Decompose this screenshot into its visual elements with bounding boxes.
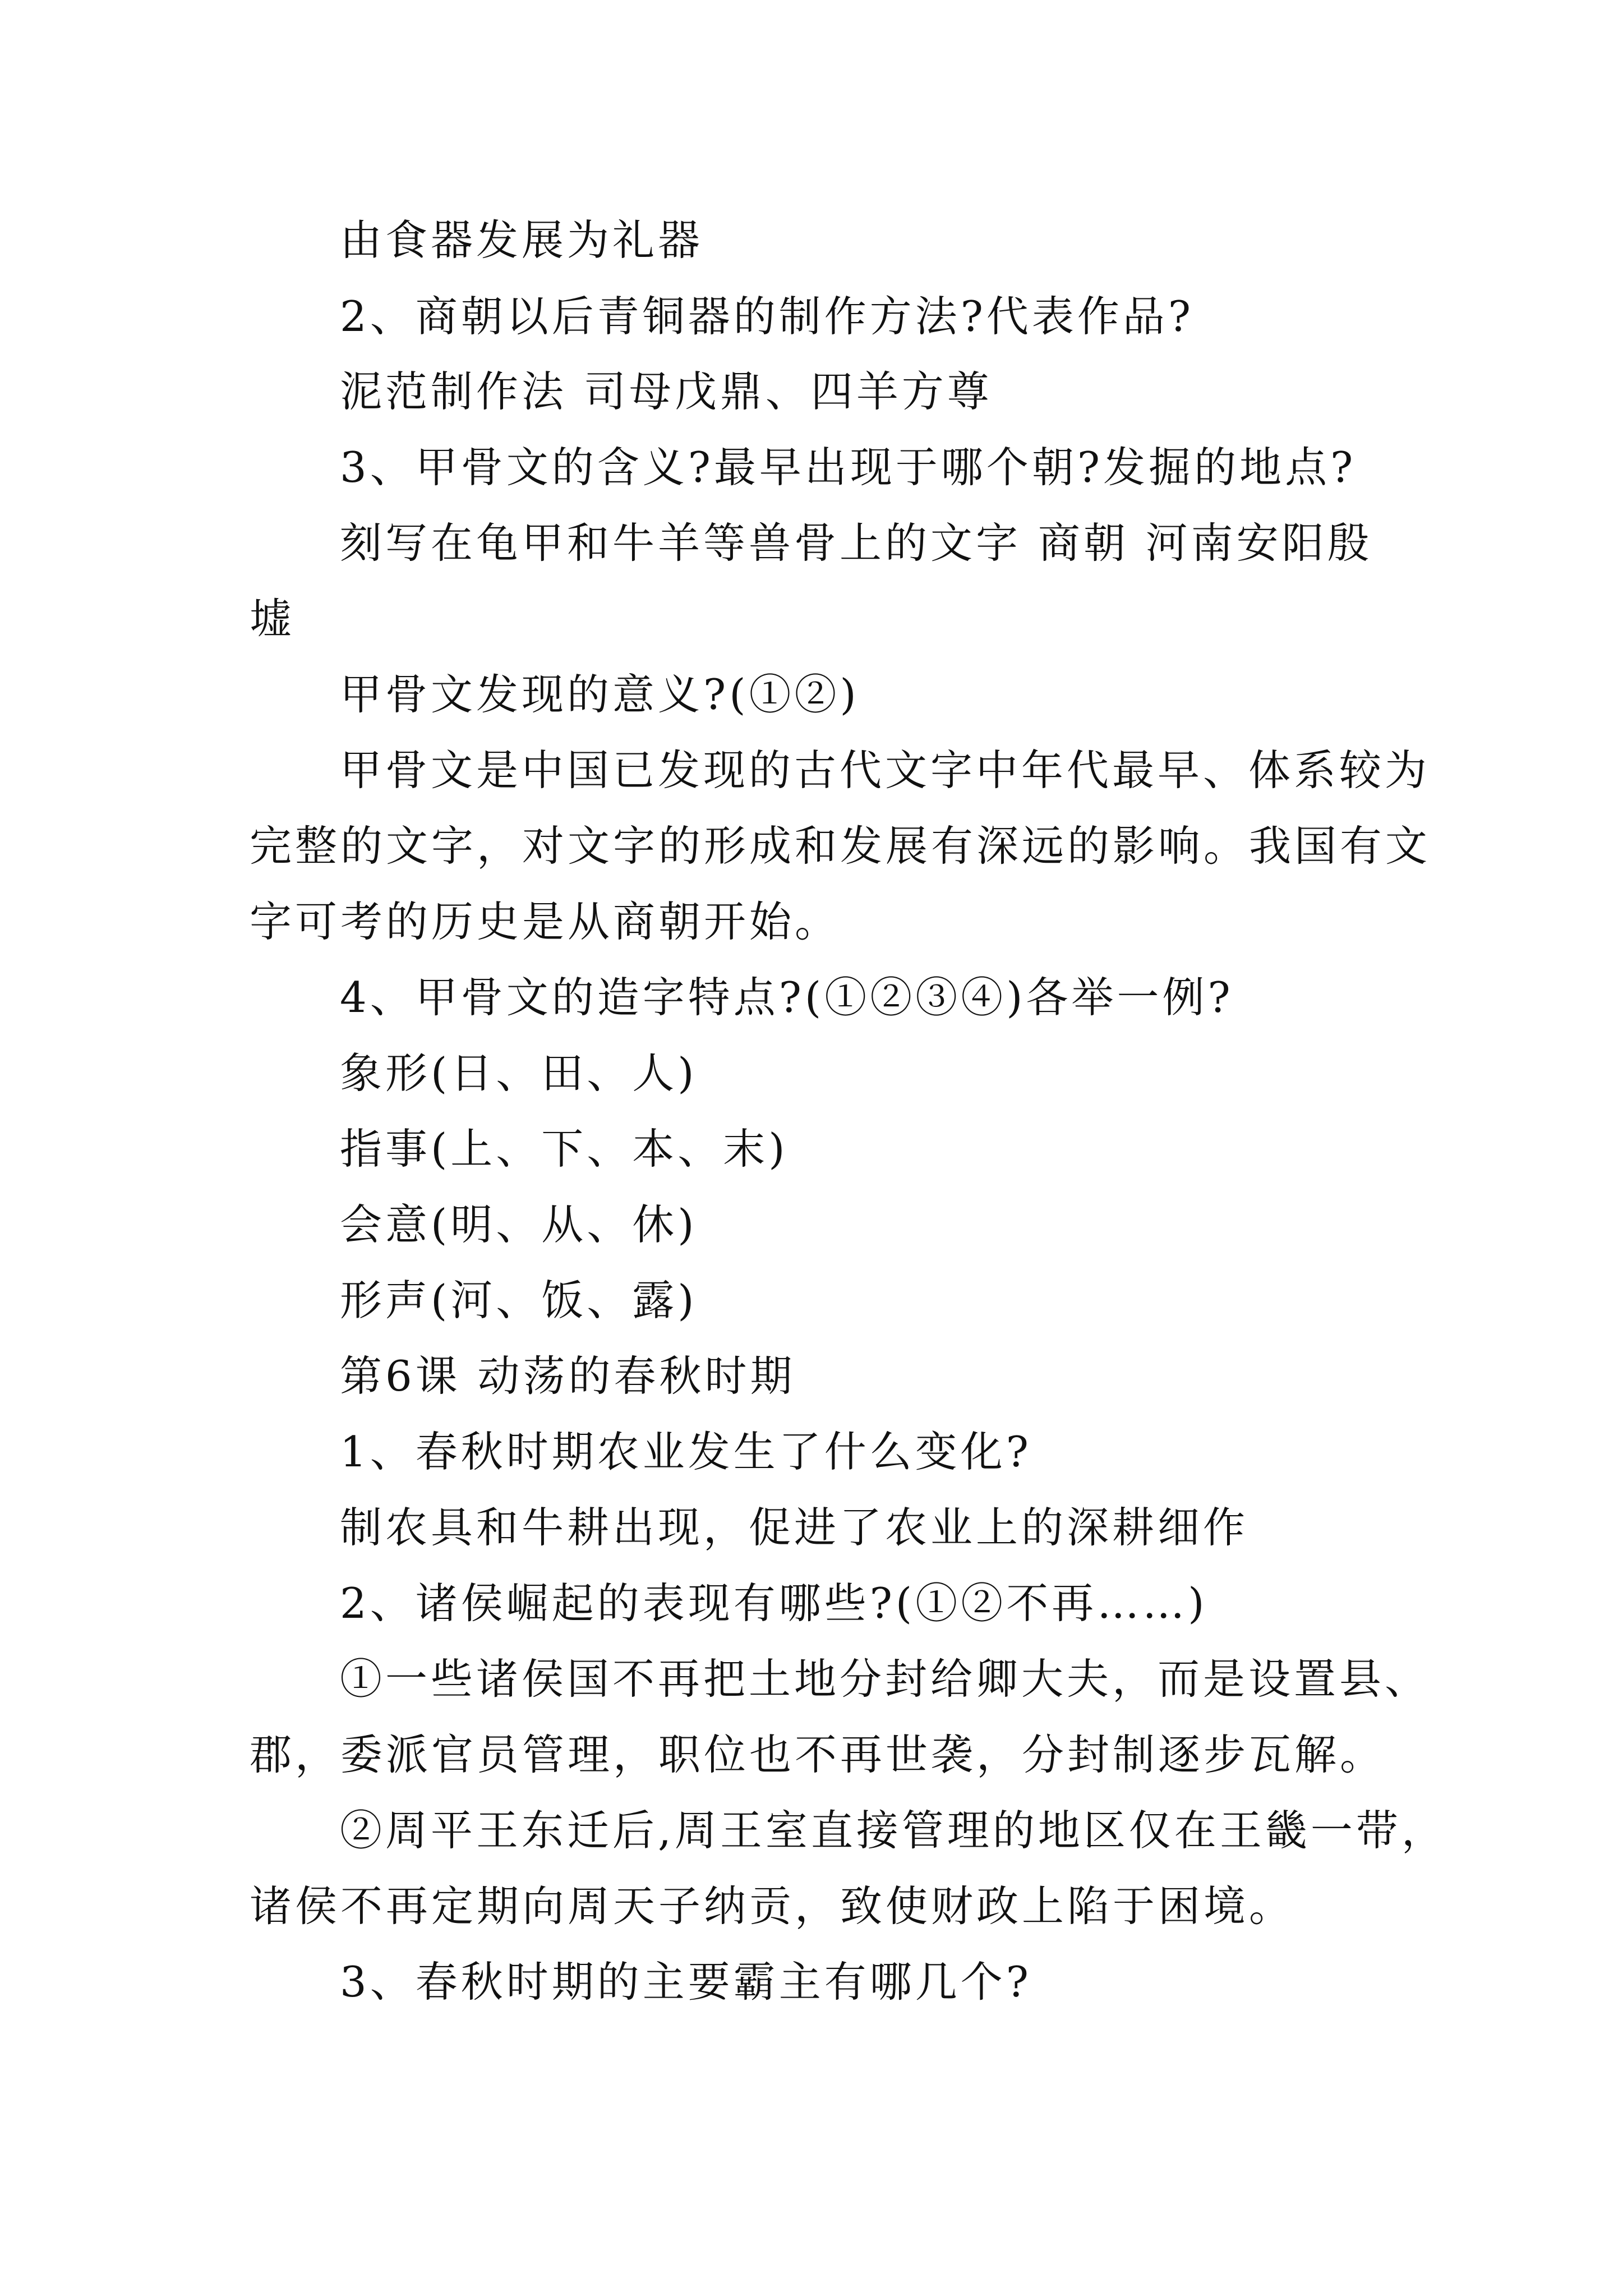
paragraph-line: ①一些诸侯国不再把土地分封给卿大夫，而是设置县、 [340,1654,1431,1704]
paragraph-line: 甲骨文是中国已发现的古代文字中年代最早、体系较为 [340,746,1431,795]
text-line: 由食器发展为礼器 [340,215,704,265]
paragraph-line-continued: 郡，委派官员管理，职位也不再世袭，分封制逐步瓦解。 [250,1730,1386,1779]
question-line: 2、商朝以后青铜器的制作方法?代表作品? [340,292,1195,341]
question-line: 4、甲骨文的造字特点?(①②③④)各举一例? [340,973,1234,1022]
question-line: 3、春秋时期的主要霸主有哪几个? [340,1957,1032,2007]
paragraph-line-continued: 诸侯不再定期向周天子纳贡，致使财政上陷于困境。 [250,1881,1295,1931]
paragraph-line-continued: 字可考的历史是从商朝开始。 [250,897,841,946]
paragraph-line: ②周平王东迁后,周王室直接管理的地区仅在王畿一带， [340,1806,1447,1855]
paragraph-line-continued: 完整的文字，对文字的形成和发展有深远的影响。我国有文 [250,821,1431,871]
list-item: 指事(上、下、本、末) [340,1124,789,1174]
answer-line: 刻写在龟甲和牛羊等兽骨上的文字 商朝 河南安阳殷 [340,518,1373,568]
question-line: 3、甲骨文的含义?最早出现于哪个朝?发掘的地点? [340,443,1357,492]
question-line: 2、诸侯崛起的表现有哪些?(①②不再……) [340,1579,1208,1628]
lesson-heading: 第6课 动荡的春秋时期 [340,1351,796,1401]
question-line: 甲骨文发现的意义?(①②) [340,670,860,719]
list-item: 象形(日、田、人) [340,1048,698,1098]
list-item: 形声(河、饭、露) [340,1276,698,1325]
list-item: 会意(明、从、休) [340,1200,698,1249]
answer-line-continued: 墟 [250,594,296,643]
answer-line: 制农具和牛耕出现，促进了农业上的深耕细作 [340,1503,1249,1552]
answer-line: 泥范制作法 司母戊鼎、四羊方尊 [340,367,993,416]
question-line: 1、春秋时期农业发生了什么变化? [340,1427,1032,1476]
